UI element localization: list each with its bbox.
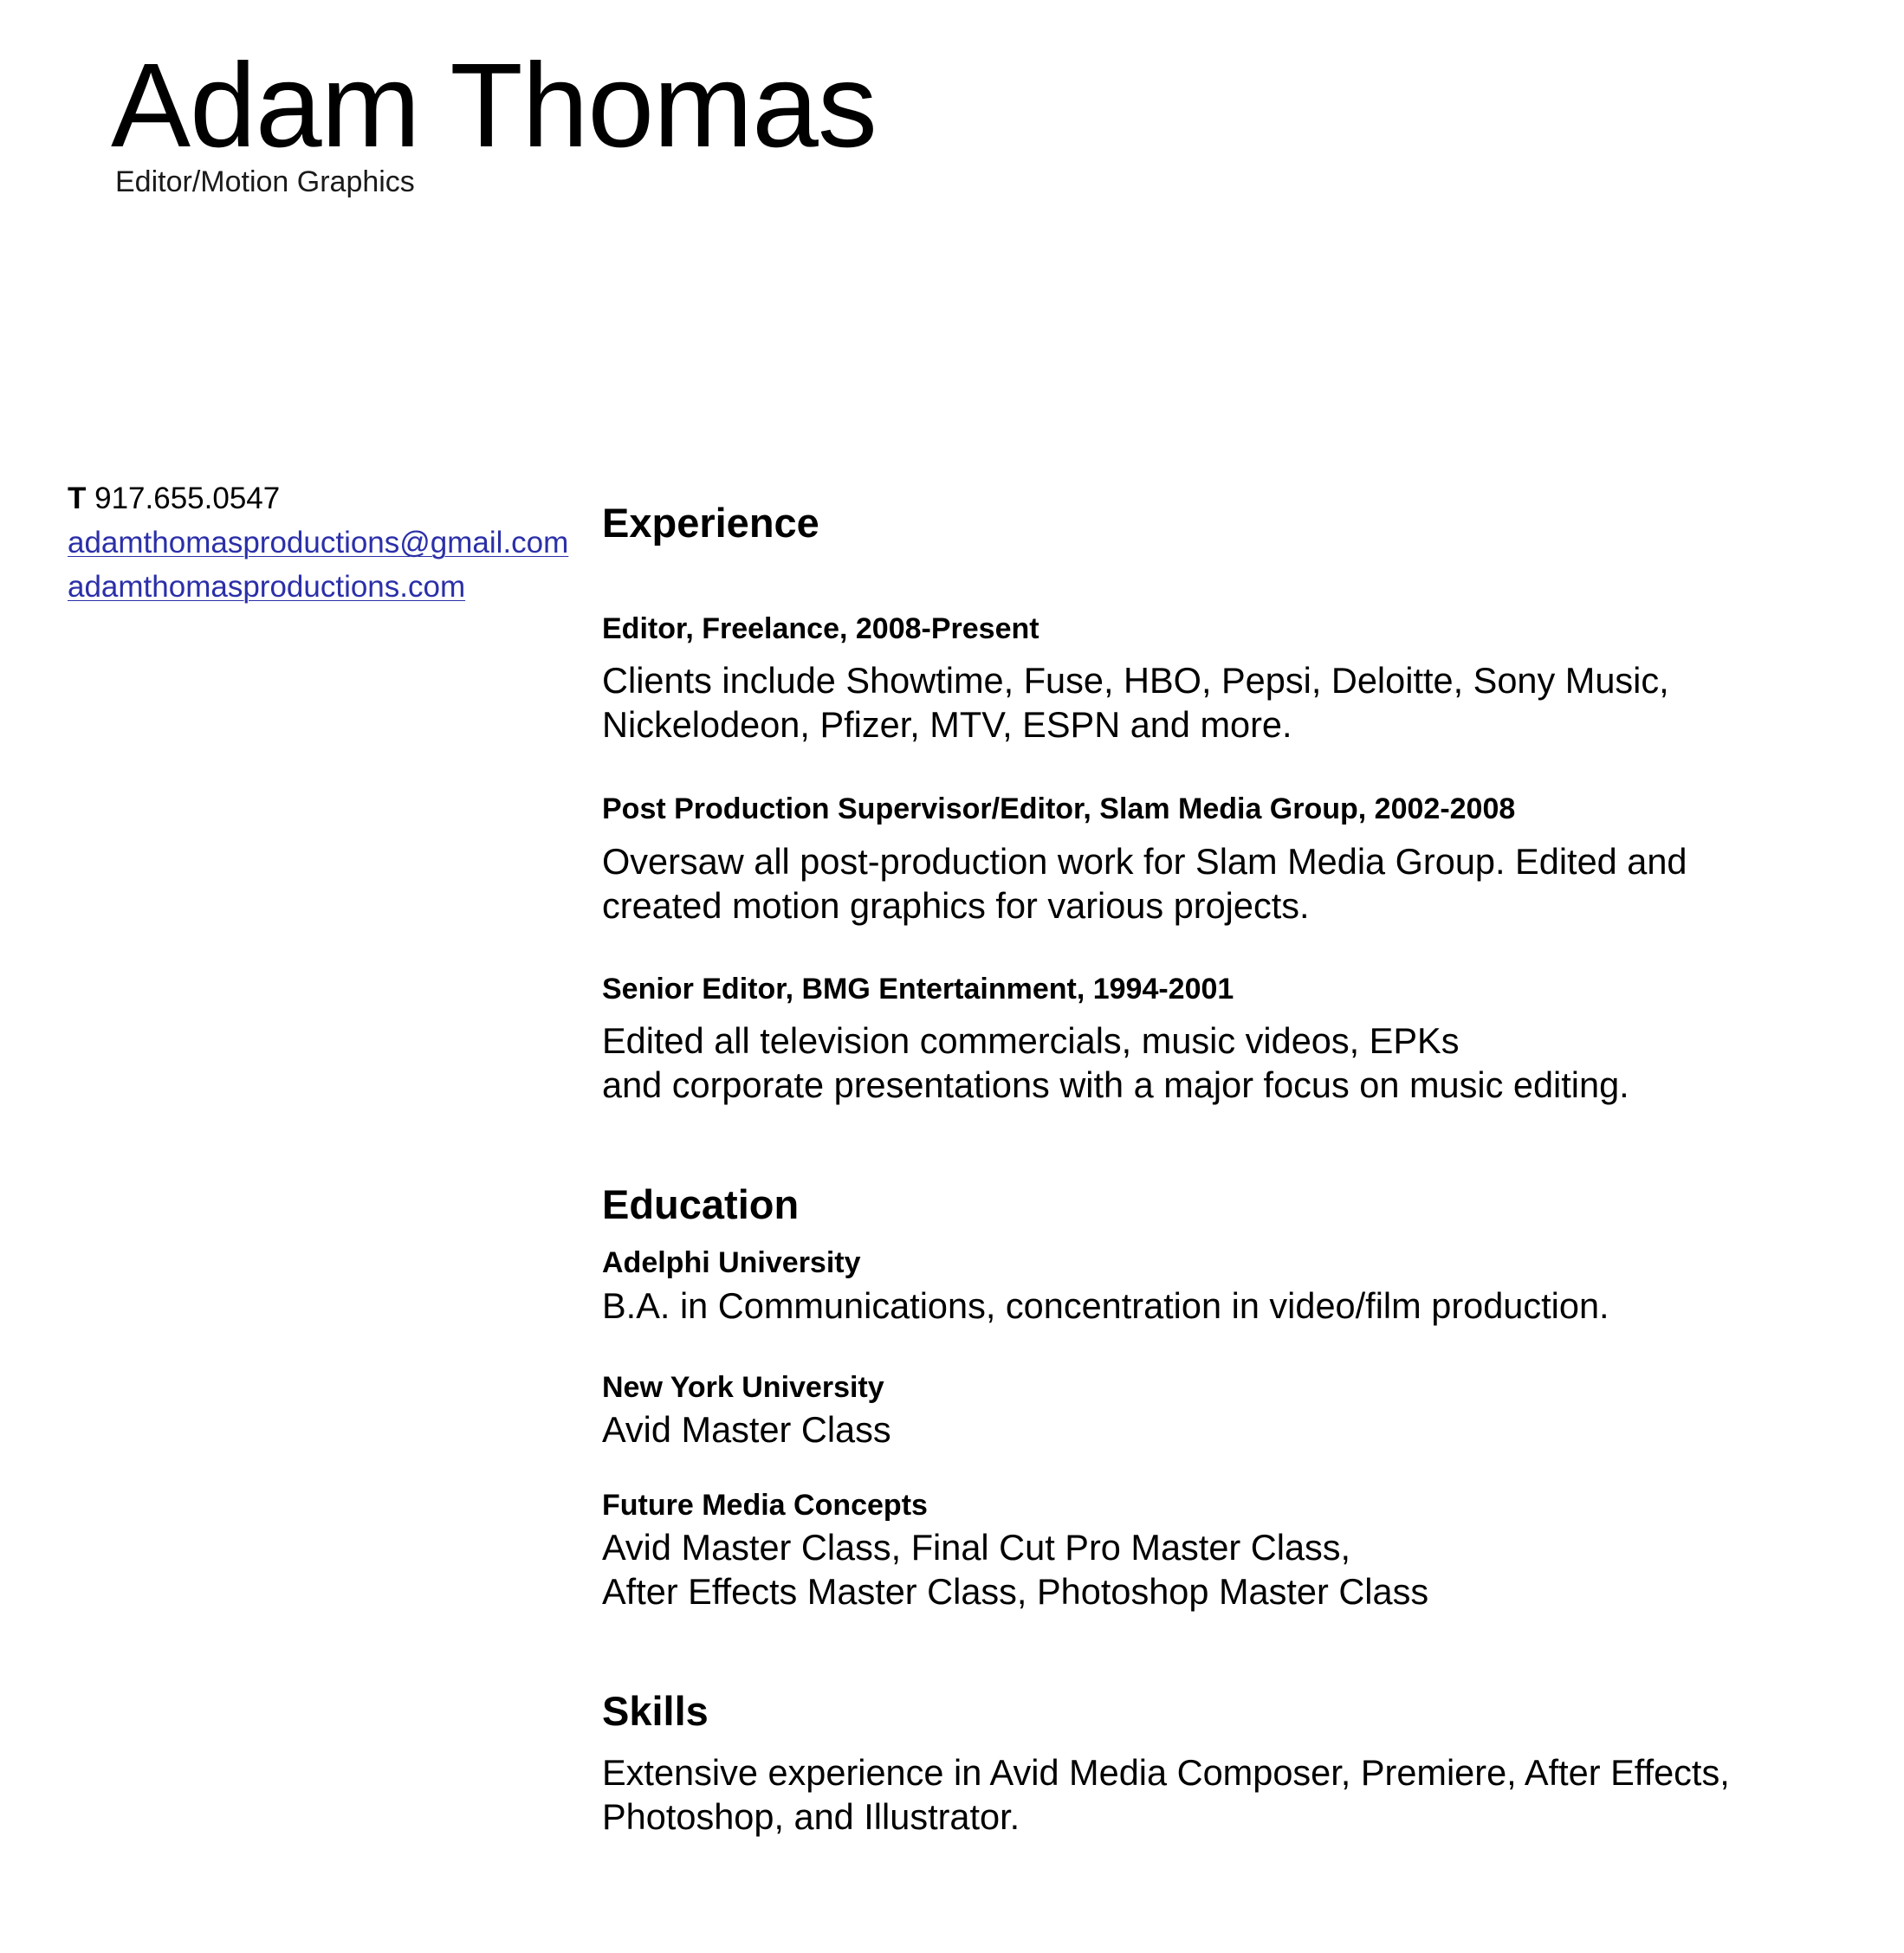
experience-entry-line: Oversaw all post-production work for Slam Media Group. Edited and (602, 841, 1687, 882)
education-entry-line: After Effects Master Class, Photoshop Master Class (602, 1571, 1429, 1612)
education-entry-title: Future Media Concepts (602, 1489, 928, 1522)
skills-line: Extensive experience in Avid Media Composer, Premiere, After Effects, (602, 1752, 1730, 1793)
education-entry-line: Avid Master Class (602, 1409, 891, 1450)
experience-entry-title: Editor, Freelance, 2008-Present (602, 612, 1039, 645)
phone-line (68, 476, 568, 521)
phone-number: 917.655.0547 (94, 482, 281, 515)
contact-block (68, 476, 568, 609)
experience-entry-title: Senior Editor, BMG Entertainment, 1994-2001 (602, 973, 1234, 1006)
experience-heading: Experience (602, 500, 819, 546)
skills-line: Photoshop, and Illustrator. (602, 1796, 1020, 1837)
education-entry-line: B.A. in Communications, concentration in video/film production. (602, 1285, 1609, 1326)
phone-label: T (68, 482, 87, 515)
experience-entry-line: created motion graphics for various projects. (602, 885, 1310, 926)
education-entry-title: New York University (602, 1371, 884, 1404)
education-entry-line: Avid Master Class, Final Cut Pro Master Class, (602, 1527, 1351, 1568)
experience-entry-line: and corporate presentations with a major focus on music editing. (602, 1064, 1629, 1105)
resume-role: Editor/Motion Graphics (115, 165, 415, 198)
education-heading: Education (602, 1181, 800, 1227)
experience-entry-line: Edited all television commercials, music videos, EPKs (602, 1020, 1460, 1061)
resume-name: Adam Thomas (111, 39, 877, 172)
experience-entry-line: Clients include Showtime, Fuse, HBO, Pepsi, Deloitte, Sony Music, (602, 660, 1669, 701)
experience-entry-title: Post Production Supervisor/Editor, Slam Media Group, 2002-2008 (602, 792, 1516, 825)
education-entry-title: Adelphi University (602, 1246, 861, 1279)
website-link[interactable]: adamthomasproductions.com (68, 570, 466, 604)
email-link[interactable]: adamthomasproductions@gmail.com (68, 526, 569, 559)
skills-heading: Skills (602, 1688, 709, 1734)
experience-entry-line: Nickelodeon, Pfizer, MTV, ESPN and more. (602, 704, 1292, 745)
